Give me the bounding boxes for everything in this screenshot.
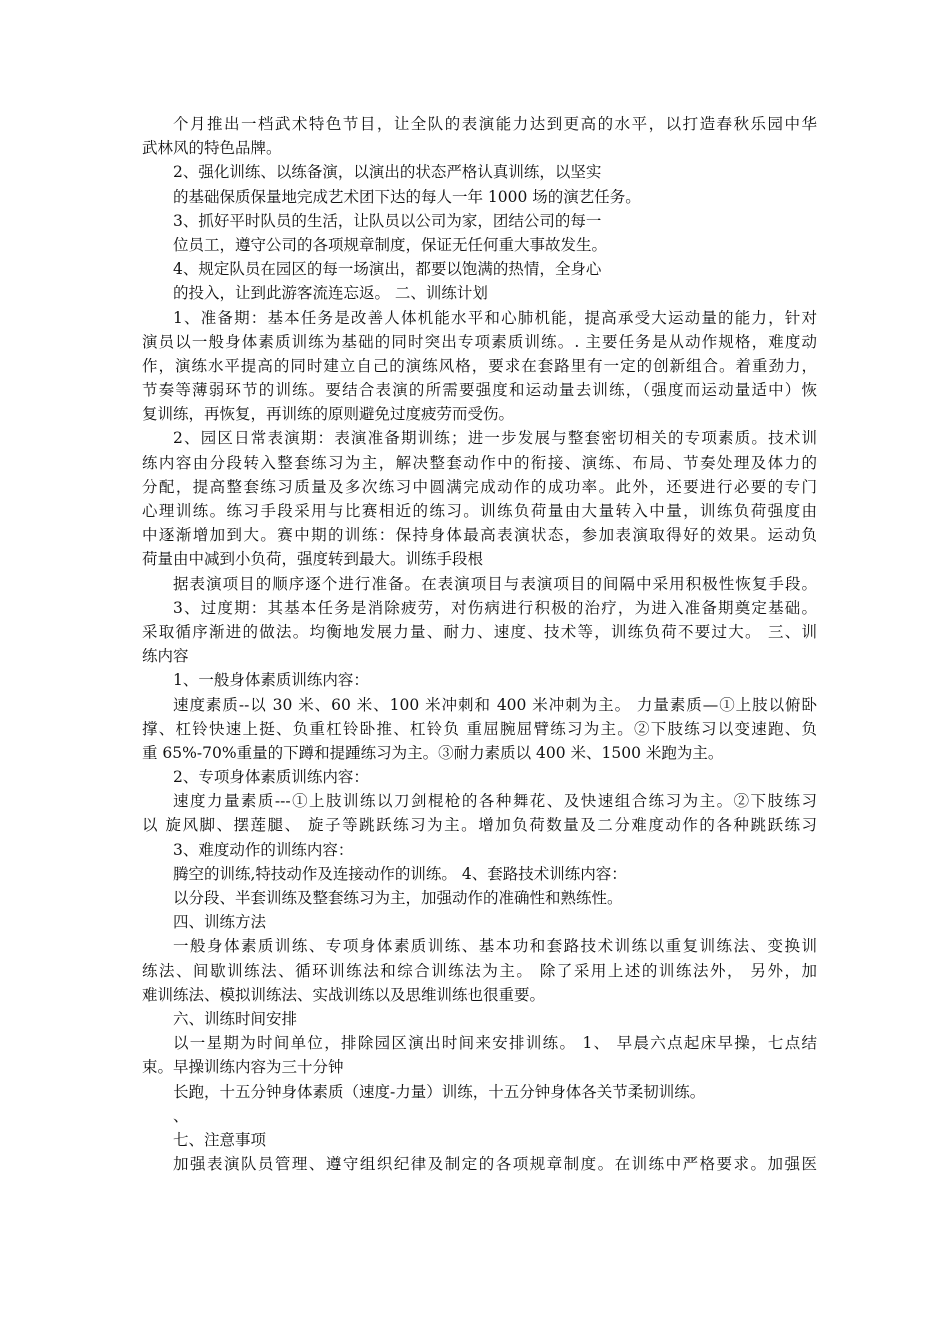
text-line: 2、强化训练、以练备演，以演出的状态严格认真训练，以坚实 <box>173 163 602 182</box>
text-line: 中逐渐增加到大。赛中期的训练：保持身体最高表演状态，参加表演取得好的效果。运动负 <box>142 526 817 545</box>
text-line: 心理训练。练习手段采用与比赛相近的练习。训练负荷量由大量转入中量，训练负荷强度由 <box>142 502 817 520</box>
text-line: 加强表演队员管理、遵守组织纪律及制定的各项规章制度。在训练中严格要求。加强医 <box>173 1155 817 1174</box>
text-line: 复训练，再恢复，再训练的原则避免过度疲劳而受伤。 <box>142 405 515 424</box>
text-line: 练内容 <box>142 647 189 666</box>
text-line: 位员工，遵守公司的各项规章制度，保证无任何重大事故发生。 <box>173 235 608 254</box>
text-line: 3、过度期：其基本任务是消除疲劳，对伤病进行积极的治疗，为进入准备期奠定基础。 <box>173 598 817 617</box>
text-line: 一般身体素质训练、专项身体素质训练、基本功和套路技术训练以重复训练法、变换训 <box>173 937 817 956</box>
text-line: 练法、间歇训练法、循环训练法和综合训练法为主。 除了采用上述的训练法外， 另外，加 <box>142 961 817 980</box>
text-line: 节奏等薄弱环节的训练。要结合表演的所需要强度和运动量去训练，（强度而运动量适中）恢 <box>142 381 817 400</box>
text-line: 采取循序渐进的做法。均衡地发展力量、耐力、速度、技术等，训练负荷不要过大。 三、训 <box>142 622 817 641</box>
text-line: 难训练法、模拟训练法、实战训练以及思维训练也很重要。 <box>142 985 546 1004</box>
text-line: 作，演练水平提高的同时建立自己的演练风格，要求在套路里有一定的创新组合。着重劲力， <box>142 356 817 375</box>
text-line: 1、准备期：基本任务是改善人体机能水平和心肺机能，提高承受大运动量的能力，针对 <box>173 308 817 327</box>
text-line: 速度力量素质---①上肢训练以刀剑棍枪的各种舞花、及快速组合练习为主。②下肢练习 <box>173 792 817 811</box>
text-line: 练内容由分段转入整套练习为主，解决整套动作中的衔接、演练、布局、节奏处理及体力的 <box>142 453 817 472</box>
text-line: 分配，提高整套练习质量及多次练习中圆满完成动作的成功率。此外，还要进行必要的专门 <box>142 477 817 496</box>
text-line: 、 <box>173 1106 189 1125</box>
text-line: 荷量由中减到小负荷，强度转到最大。训练手段根 <box>142 550 484 569</box>
text-line: 3、抓好平时队员的生活，让队员以公司为家，团结公司的每一 <box>173 211 602 230</box>
text-line: 的基础保质保量地完成艺术团下达的每人一年 1000 场的演艺任务。 <box>173 187 641 206</box>
text-line: 速度素质--以 30 米、60 米、100 米冲刺和 400 米冲刺为主。 力量素质—①上肢以俯卧 <box>173 695 817 714</box>
text-line: 四、训练方法 <box>173 913 267 932</box>
text-line: 的投入，让到此游客流连忘返。 二、训练计划 <box>173 284 488 303</box>
text-line: 腾空的训练,特技动作及连接动作的训练。 4、套路技术训练内容： <box>173 864 627 883</box>
text-line: 4、规定队员在园区的每一场演出，都要以饱满的热情，全身心 <box>173 260 602 279</box>
text-line: 武林风的特色品牌。 <box>142 139 282 158</box>
text-line: 演员以一般身体素质训练为基础的同时突出专项素质训练。. 主要任务是从动作规格，难度动 <box>142 332 817 351</box>
text-line: 2、专项身体素质训练内容： <box>173 768 369 787</box>
text-line: 3、难度动作的训练内容： <box>173 840 354 859</box>
body-text <box>142 112 817 1176</box>
text-line: 七、注意事项 <box>173 1130 267 1149</box>
text-line: 据表演项目的顺序逐个进行准备。在表演项目与表演项目的间隔中采用积极性恢复手段。 <box>173 574 817 593</box>
text-line: 六、训练时间安排 <box>173 1009 298 1028</box>
text-line: 以分段、半套训练及整套练习为主，加强动作的准确性和熟练性。 <box>173 889 623 907</box>
text-line: 重 65%-70%重量的下蹲和提踵练习为主。③耐力素质以 400 米、1500 米跑为主。 <box>142 743 724 762</box>
text-line: 2、园区日常表演期：表演准备期训练；进一步发展与整套密切相关的专项素质。技术训 <box>173 429 817 448</box>
text-line: 撑、杠铃快速上挺、负重杠铃卧推、杠铃负 重屈腕屈臂练习为主。②下肢练习以变速跑、负 <box>142 719 817 738</box>
text-line: 长跑，十五分钟身体素质（速度-力量）训练，十五分钟身体各关节柔韧训练。 <box>173 1082 706 1101</box>
text-line: 束。早操训练内容为三十分钟 <box>142 1058 344 1077</box>
text-line: 以 旋风脚、摆莲腿、 旋子等跳跃练习为主。增加负荷数量及二分难度动作的各种跳跃练习 <box>142 816 817 835</box>
text-line: 个月推出一档武术特色节目，让全队的表演能力达到更高的水平，以打造春秋乐园中华 <box>173 115 817 133</box>
text-line: 1、一般身体素质训练内容： <box>173 671 369 690</box>
text-line: 以一星期为时间单位，排除园区演出时间来安排训练。 1、 早晨六点起床早操，七点结 <box>173 1034 817 1053</box>
